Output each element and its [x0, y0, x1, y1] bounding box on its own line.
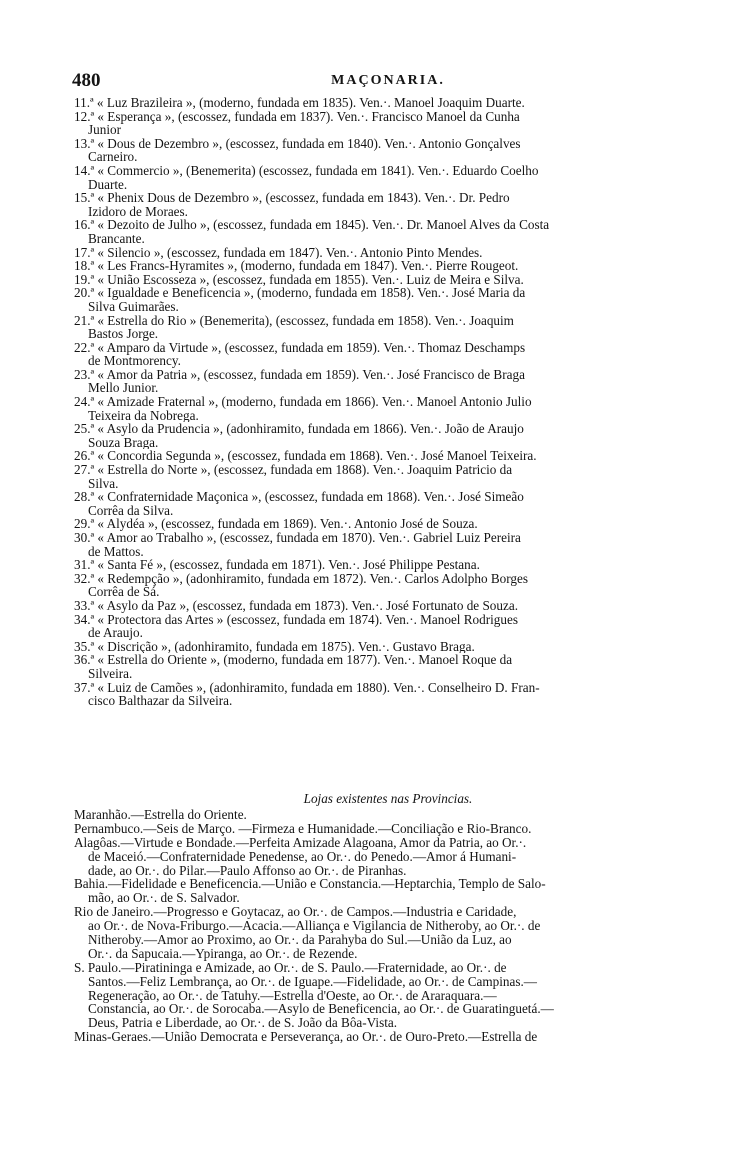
lodge-entry — [74, 368, 702, 395]
lodge-entry-line: 14.ª « Commercio », (Benemerita) (escossez, fundada em 1841). Ven.·. Eduardo Coelho — [74, 163, 539, 178]
lodge-entry-line: de Montmorency. — [88, 353, 181, 368]
lodge-entry-line: 12.ª « Esperança », (escossez, fundada em 1837). Ven.·. Francisco Manoel da Cunha — [74, 109, 520, 124]
province-entry — [74, 1030, 702, 1044]
lodge-entry — [74, 259, 702, 273]
lodge-entry-line: 26.ª « Concordia Segunda », (escossez, fundada em 1868). Ven.·. José Manoel Teixeira. — [74, 449, 537, 464]
lodge-entry — [74, 599, 702, 613]
province-entry-line: Or.·. da Sapucaia.—Ypiranga, ao Or.·. de Rezende. — [88, 945, 358, 961]
province-entry — [74, 877, 702, 905]
province-entry-line: Minas-Geraes.—União Democrata e Perseverança, ao Or.·. de Ouro-Preto.—Estrella de — [74, 1030, 538, 1045]
lodge-entry-line: Silva. — [88, 475, 119, 491]
province-entry-line: de Maceió.—Confraternidade Penedense, ao Or.·. do Penedo.—Amor á Humani- — [88, 848, 517, 864]
lodge-entry-line: Brancante. — [88, 230, 145, 246]
lodge-entry-line: Teixeira da Nobrega. — [88, 407, 199, 423]
lodge-entry — [74, 273, 702, 287]
lodge-entry-line: 35.ª « Discrição », (adonhiramito, fundada em 1875). Ven.·. Gustavo Braga. — [74, 639, 475, 654]
province-entry — [74, 836, 702, 878]
lodge-entry — [74, 314, 702, 341]
lodge-entry — [74, 463, 702, 490]
lodge-entry — [74, 110, 702, 137]
lodge-entry-line: 25.ª « Asylo da Prudencia », (adonhiramito, fundada em 1866). Ven.·. João de Araujo — [74, 422, 524, 437]
lodge-entry — [74, 653, 702, 680]
lodge-entry-line: 24.ª « Amizade Fraternal », (moderno, fundada em 1866). Ven.·. Manoel Antonio Julio — [74, 395, 532, 410]
province-entry-line: mão, ao Or.·. de S. Salvador. — [88, 890, 240, 906]
province-entry-line: Constancia, ao Or.·. de Sorocaba.—Asylo de Beneficencia, ao Or.·. de Guaratinguetá.— — [88, 1001, 554, 1017]
lodge-entry — [74, 191, 702, 218]
lodge-entry-line: Duarte. — [88, 176, 128, 192]
lodge-entry — [74, 341, 702, 368]
lodge-list — [74, 96, 702, 708]
province-entry-line: Rio de Janeiro.—Progresso e Goytacaz, ao Or.·. de Campos.—Industria e Caridade, — [74, 905, 517, 920]
province-entry — [74, 822, 702, 836]
lodge-entry-line: 34.ª « Protectora das Artes » (escossez, fundada em 1874). Ven.·. Manoel Rodrigues — [74, 612, 518, 627]
province-entry-line: Santos.—Feliz Lembrança, ao Or.·. de Iguape.—Fidelidade, ao Or.·. de Campinas.— — [88, 973, 537, 989]
lodge-entry — [74, 572, 702, 599]
lodge-entry-line: Corrêa da Silva. — [88, 502, 174, 518]
lodge-entry — [74, 640, 702, 654]
lodge-entry-line: de Araujo. — [88, 625, 143, 640]
province-entry-line: Regeneração, ao Or.·. de Tatuhy.—Estrella d'Oeste, ao Or.·. de Araraquara.— — [88, 987, 497, 1003]
lodge-entry-line: 11.ª « Luz Brazileira », (moderno, fundada em 1835). Ven.·. Manoel Joaquim Duarte. — [74, 96, 525, 110]
province-entry-line: dade, ao Or.·. do Pilar.—Paulo Affonso ao Or.·. de Piranhas. — [88, 862, 407, 878]
lodge-entry-line: 17.ª « Silencio », (escossez, fundada em 1847). Ven.·. Antonio Pinto Mendes. — [74, 245, 483, 260]
page-number: 480 — [72, 70, 101, 91]
lodge-entry-line: Souza Braga. — [88, 434, 159, 450]
lodge-entry-line: Silveira. — [88, 665, 133, 681]
lodge-entry-line: Carneiro. — [88, 149, 138, 164]
lodge-entry-line: Izidoro de Moraes. — [88, 203, 188, 219]
lodge-entry-line: 16.ª « Dezoito de Julho », (escossez, fundada em 1845). Ven.·. Dr. Manoel Alves da Costa — [74, 218, 550, 233]
lodge-entry-line: 23.ª « Amor da Patria », (escossez, fundada em 1859). Ven.·. José Francisco de Braga — [74, 367, 525, 382]
lodge-entry-line: 30.ª « Amor ao Trabalho », (escossez, fundada em 1870). Ven.·. Gabriel Luiz Pereira — [74, 531, 521, 545]
province-entry-line: Maranhão.—Estrella do Oriente. — [74, 808, 247, 822]
lodge-entry-line: 13.ª « Dous de Dezembro », (escossez, fundada em 1840). Ven.·. Antonio Gonçalves — [74, 136, 521, 151]
lodge-entry-line: 32.ª « Redempção », (adonhiramito, fundada em 1872). Ven.·. Carlos Adolpho Borges — [74, 571, 529, 586]
lodge-entry-line: Silva Guimarães. — [88, 298, 179, 314]
lodge-entry-line: 29.ª « Alydéa », (escossez, fundada em 1869). Ven.·. Antonio José de Souza. — [74, 517, 478, 531]
lodge-entry — [74, 286, 702, 313]
running-title: MAÇONARIA. — [331, 73, 445, 88]
lodge-entry — [74, 137, 702, 164]
lodge-entry — [74, 449, 702, 463]
province-entry-line: Pernambuco.—Seis de Março. —Firmeza e Humanidade.—Conciliação e Rio-Branco. — [74, 821, 532, 836]
lodge-entry-line: 36.ª « Estrella do Oriente », (moderno, fundada em 1877). Ven.·. Manoel Roque da — [74, 653, 513, 668]
lodge-entry-line: Bastos Jorge. — [88, 326, 159, 341]
province-entry — [74, 905, 702, 961]
lodge-entry — [74, 395, 702, 422]
lodge-entry-line: 20.ª « Igualdade e Beneficencia », (moderno, fundada em 1858). Ven.·. José Maria da — [74, 286, 526, 301]
province-entry-line: Deus, Patria e Liberdade, ao Or.·. de S. João da Bôa-Vista. — [88, 1015, 398, 1031]
lodge-entry-line: Junior — [88, 122, 121, 137]
province-entry-line: ao Or.·. de Nova-Friburgo.—Acacia.—Alliança e Vigilancia de Nitheroby, ao Or.·. de — [88, 918, 541, 934]
lodge-entry-line: Mello Junior. — [88, 380, 159, 396]
lodge-entry-line: Corrêa de Sá. — [88, 584, 160, 599]
page-header — [72, 70, 704, 92]
lodge-entry — [74, 218, 702, 245]
province-entry — [74, 808, 702, 822]
lodge-entry-line: 15.ª « Phenix Dous de Dezembro », (escossez, fundada em 1843). Ven.·. Dr. Pedro — [74, 191, 510, 206]
province-entry-line: S. Paulo.—Piratininga e Amizade, ao Or.·. de S. Paulo.—Fraternidade, ao Or.·. de — [74, 960, 507, 975]
lodge-entry-line: 19.ª « União Escosseza », (escossez, fundada em 1855). Ven.·. Luiz de Meira e Silva. — [74, 272, 524, 287]
province-entry — [74, 961, 702, 1030]
lodge-entry — [74, 613, 702, 640]
province-entry-line: Nitheroby.—Amor ao Proximo, ao Or.·. da Parahyba do Sul.—União da Luz, ao — [88, 932, 512, 948]
lodge-entry — [74, 246, 702, 260]
lodge-entry — [74, 558, 702, 572]
lodge-entry-line: cisco Balthazar da Silveira. — [88, 693, 233, 708]
lodge-entry-line: 18.ª « Les Francs-Hyramites », (moderno, fundada em 1847). Ven.·. Pierre Rougeot. — [74, 259, 519, 273]
section-title: Lojas existentes nas Provincias. — [303, 791, 473, 806]
province-entry-line: Alagôas.—Virtude e Bondade.—Perfeita Amizade Alagoana, Amor da Patria, ao Or.·. — [74, 835, 527, 850]
lodge-entry — [74, 681, 702, 708]
lodge-entry — [74, 96, 702, 110]
lodge-entry — [74, 164, 702, 191]
province-list — [74, 808, 702, 1044]
lodge-entry — [74, 490, 702, 517]
lodge-entry-line: 22.ª « Amparo da Virtude », (escossez, fundada em 1859). Ven.·. Thomaz Deschamps — [74, 340, 526, 355]
lodge-entry-line: 37.ª « Luiz de Camões », (adonhiramito, fundada em 1880). Ven.·. Conselheiro D. Fran- — [74, 680, 540, 695]
lodge-entry — [74, 531, 702, 558]
lodge-entry — [74, 517, 702, 531]
lodge-entry-line: 31.ª « Santa Fé », (escossez, fundada em 1871). Ven.·. José Philippe Pestana. — [74, 558, 480, 572]
lodge-entry — [74, 422, 702, 449]
province-entry-line: Bahia.—Fidelidade e Beneficencia.—União e Constancia.—Heptarchia, Templo de Salo- — [74, 877, 546, 892]
lodge-entry-line: 33.ª « Asylo da Paz », (escossez, fundada em 1873). Ven.·. José Fortunato de Souza. — [74, 598, 518, 613]
lodge-entry-line: de Mattos. — [88, 543, 144, 559]
lodge-entry-line: 21.ª « Estrella do Rio » (Benemerita), (escossez, fundada em 1858). Ven.·. Joaquim — [74, 313, 514, 328]
lodge-entry-line: 28.ª « Confraternidade Maçonica », (escossez, fundada em 1868). Ven.·. José Simeão — [74, 490, 524, 505]
lodge-entry-line: 27.ª « Estrella do Norte », (escossez, fundada em 1868). Ven.·. Joaquim Patricio da — [74, 463, 513, 478]
